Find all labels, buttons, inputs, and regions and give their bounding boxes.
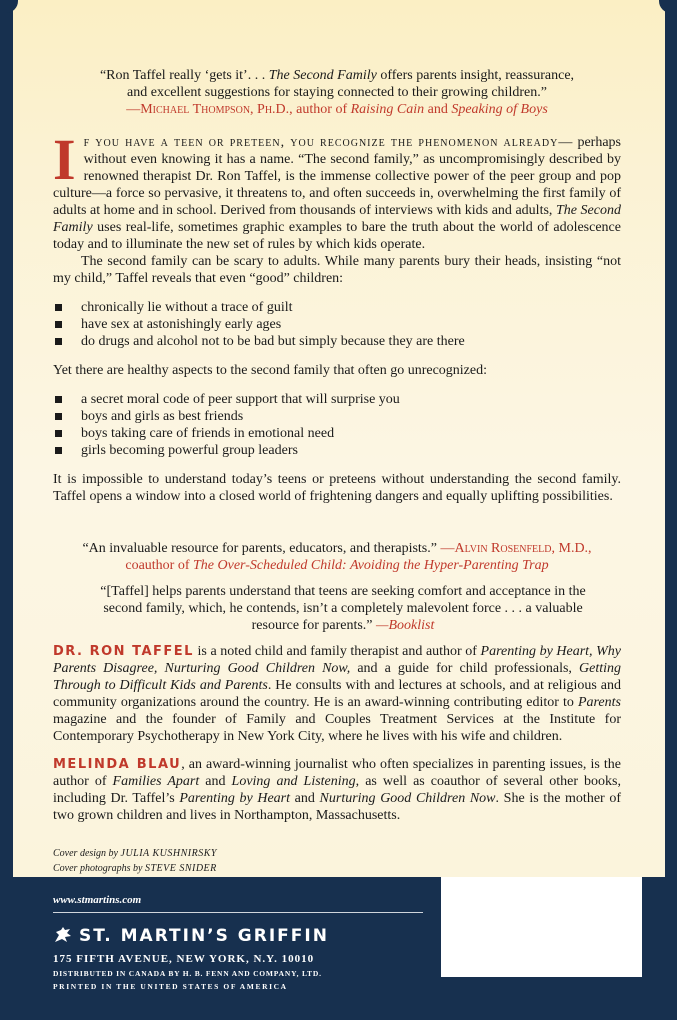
bullet-square-icon [55, 304, 62, 311]
list-item: a secret moral code of peer support that will surprise you [53, 391, 621, 408]
closing-paragraph: It is impossible to understand today’s teens or preteens without understanding the second family. Taffel opens a window into a closed world of frightening dangers and equally uplifting possibilities. [53, 472, 621, 504]
bullet-square-icon [55, 413, 62, 420]
review-quote-rosenfeld: “An invaluable resource for parents, educators, and therapists.” —Alvin Rosenfeld, M.D., coauthor of The Over-Scheduled Child: Avoiding the Hyper-Parenting Trap [82, 541, 592, 573]
list-item: boys taking care of friends in emotional need [53, 425, 621, 442]
list-item: boys and girls as best friends [53, 408, 621, 425]
bullet-square-icon [55, 430, 62, 437]
printed-in: PRINTED IN THE UNITED STATES OF AMERICA [53, 982, 288, 991]
author-name: MELINDA BLAU [53, 757, 182, 772]
author-bio-blau: MELINDA BLAU, an award-winning journalist who often specializes in parenting issues, is the author of Families Apart and Loving and Listening, as well as coauthor of several other books, including Dr. Taffel’s Parenting by Heart and Nurturing Good Children Now. She is the mother of two grown children and lives in Northampton, Massachusetts. [53, 757, 622, 823]
bullet-square-icon [55, 338, 62, 345]
healthy-aspects-intro: Yet there are healthy aspects to the second family that often go unrecognized: [53, 363, 487, 378]
design-credit: Cover design by JULIA KUSHNIRSKY [53, 848, 217, 859]
intro-paragraph: If you have a teen or preteen, you recognize the phenomenon already— perhaps without even knowing it has a name. “The second family,” as uncompromisingly described by renowned therapist Dr. Ron Taffel, is the immense collective power of the peer group and pop culture—a force so pervasive, it threatens to, and often succeeds in, overwhelming the first family of adults at home and in school. Derived from thousands of interviews with kids and adults, The Second Family uses real-life, sometimes graphic examples to bare the truth about the world of adolescence today and to illuminate the new set of rules by which kids operate. [53, 127, 621, 252]
list-item: have sex at astonishingly early ages [53, 316, 621, 333]
quote-attribution: —Michael Thompson, Ph.D., author of Raising Cain and Speaking of Boys [126, 102, 548, 117]
list-item: chronically lie without a trace of guilt [53, 299, 621, 316]
bullet-square-icon [55, 396, 62, 403]
publisher-url[interactable]: www.stmartins.com [53, 894, 142, 906]
bullet-list-healthy [53, 391, 621, 459]
publisher-address: 175 FIFTH AVENUE, NEW YORK, N.Y. 10010 [53, 953, 315, 965]
footer-divider [53, 912, 423, 913]
canada-distribution: DISTRIBUTED IN CANADA BY H. B. FENN AND COMPANY, LTD. [53, 969, 322, 978]
list-item: do drugs and alcohol not to be bad but simply because they are there [53, 333, 621, 350]
photo-credit: Cover photographs by STEVE SNIDER [53, 863, 217, 874]
cover-credits [53, 846, 217, 876]
second-paragraph: The second family can be scary to adults. While many parents bury their heads, insisting “not my child,” Taffel reveals that even “good” children: [53, 254, 621, 286]
author-name: DR. RON TAFFEL [53, 644, 194, 659]
publisher-logo: ST. MARTIN’S GRIFFIN [53, 926, 329, 946]
drop-cap: I [53, 127, 76, 192]
list-item: girls becoming powerful group leaders [53, 442, 621, 459]
review-quote-booklist: “[Taffel] helps parents understand that teens are seeking comfort and acceptance in the second family, which, he contends, isn’t a completely malevolent force . . . a valuable resource for parents.” —Booklist [100, 584, 586, 633]
description-body [53, 127, 621, 505]
barcode-area [441, 877, 642, 977]
bullet-square-icon [55, 321, 62, 328]
griffin-logo-icon [53, 926, 73, 944]
bullet-square-icon [55, 447, 62, 454]
author-bio-taffel: DR. RON TAFFEL is a noted child and family therapist and author of Parenting by Heart, Why Parents Disagree, Nurturing Good Children Now, and a guide for child professionals, Getting Through to Difficult Kids and Parents. He consults with and lectures at schools, and at religious and community organizations around the country. He is an award-winning contributing editor to Parents magazine and the founder of Family and Couples Treatment Services at the Institute for Contemporary Psychotherapy in New York City, where he lives with his wife and children. [53, 644, 622, 744]
bullet-list-dangers [53, 299, 621, 350]
review-quote-thompson: “Ron Taffel really ‘gets it’. . . The Second Family offers parents insight, reassurance, and excellent suggestions for staying connected to their growing children.” —Michael Thompson, Ph.D., author of Raising Cain and Speaking of Boys [99, 68, 575, 117]
